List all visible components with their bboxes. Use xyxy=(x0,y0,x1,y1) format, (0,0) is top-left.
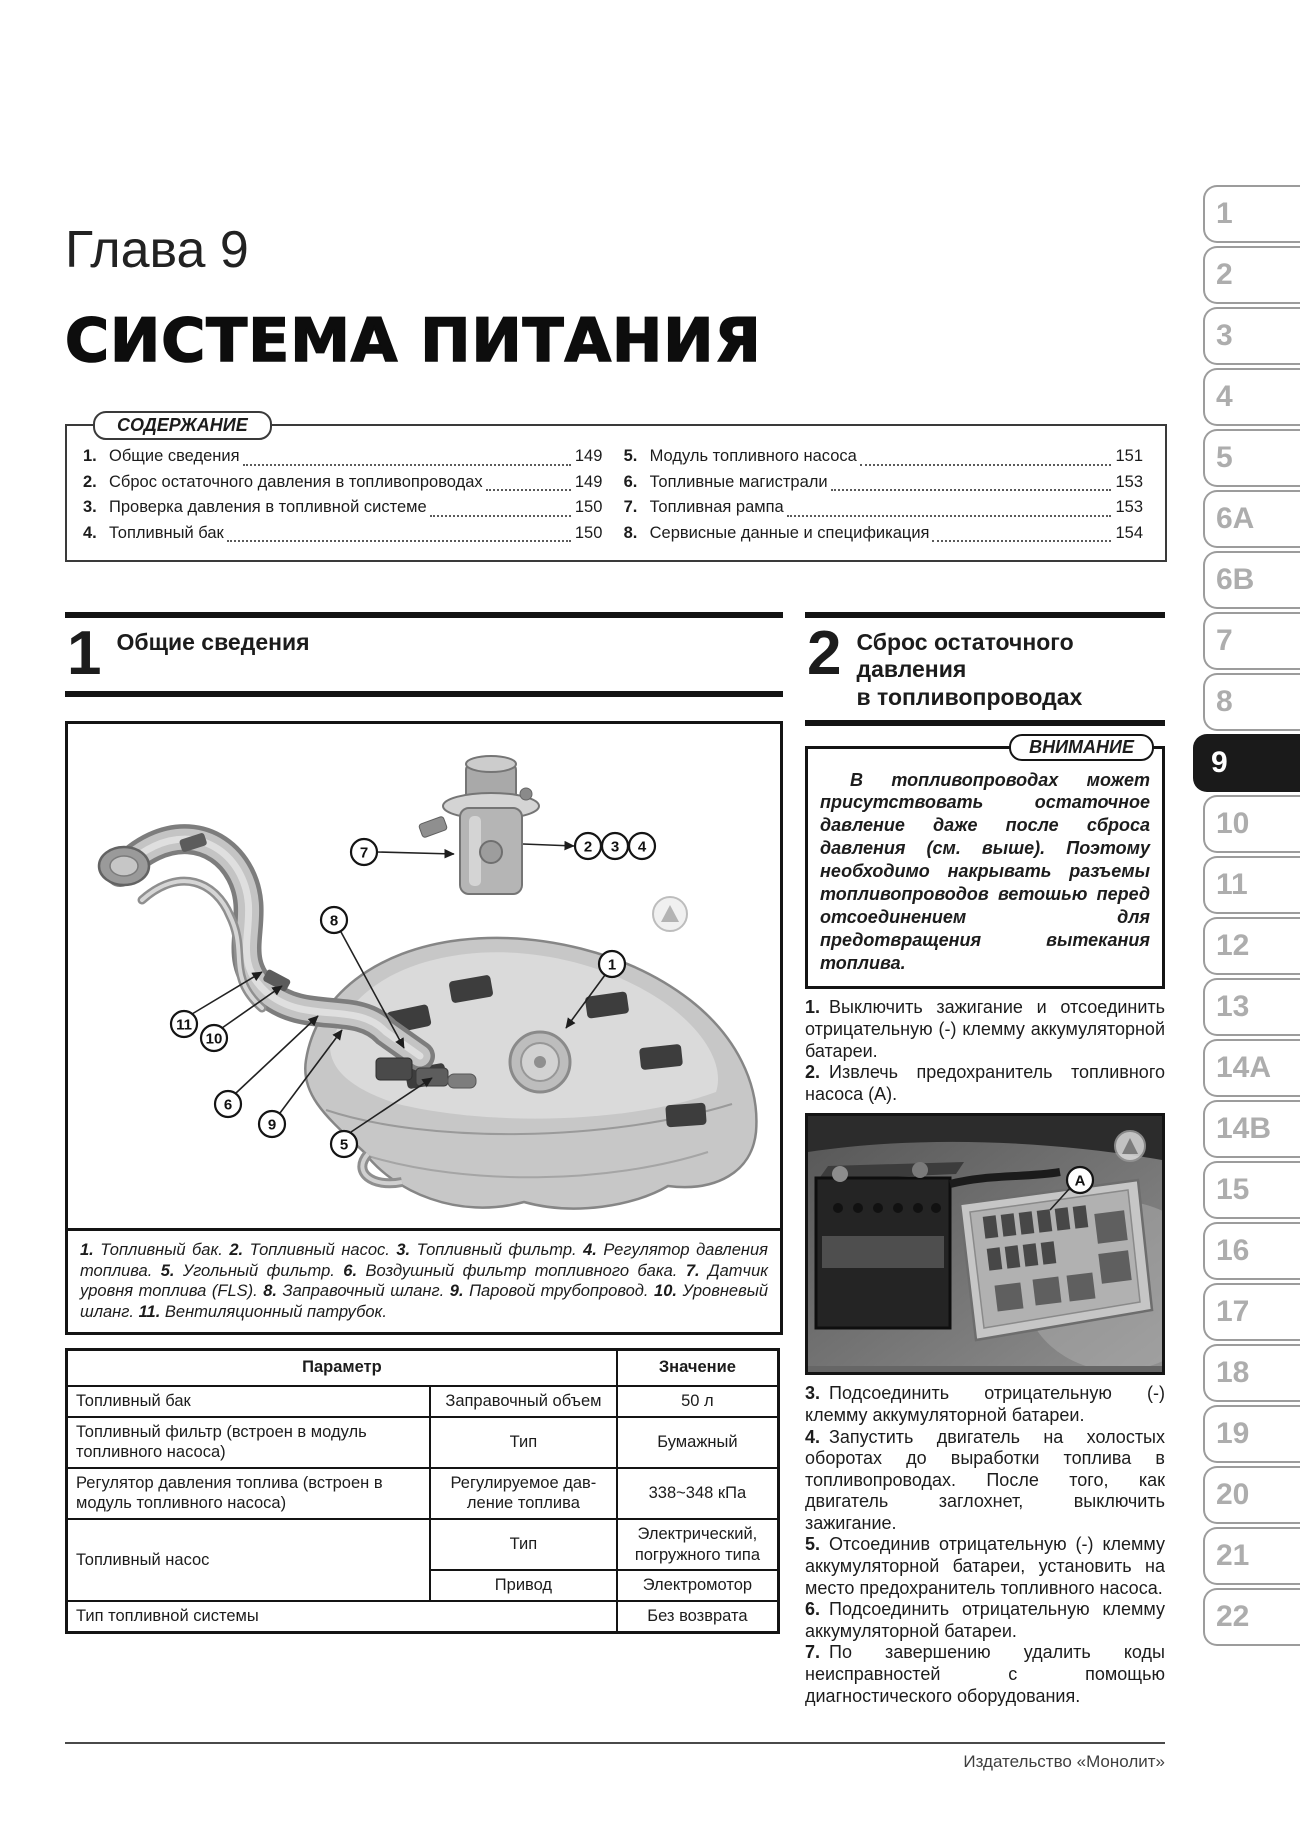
step-number: 3. xyxy=(805,1383,821,1404)
chapter-tab-label: 14B xyxy=(1216,1112,1272,1145)
toc-dot-leader xyxy=(227,540,571,542)
chapter-tab-label: 18 xyxy=(1216,1356,1250,1389)
procedure-step xyxy=(805,1642,1165,1707)
toc-entry-number: 4. xyxy=(83,523,97,542)
toc-entry-page: 150 xyxy=(574,523,603,542)
caption-item-number: 6. xyxy=(343,1261,358,1280)
toc-entry-page: 150 xyxy=(574,498,603,517)
step-text: Подсоединить отрицательную (-) клемму аккумуляторной батареи. xyxy=(805,1383,1165,1425)
spec-header-value: Значение xyxy=(617,1349,779,1386)
caption-item-number: 1. xyxy=(80,1240,94,1259)
toc-entry-number: 2. xyxy=(83,472,97,491)
toc-column-left xyxy=(83,444,602,546)
chapter-tab xyxy=(1203,551,1300,609)
chapter-tab xyxy=(1203,917,1300,975)
toc-entry-page: 153 xyxy=(1115,498,1143,517)
spec-table-header-row xyxy=(67,1349,779,1386)
section-2-number: 2 xyxy=(807,619,842,689)
chapter-tab xyxy=(1203,1039,1300,1097)
svg-text:8: 8 xyxy=(329,912,339,930)
chapter-tab xyxy=(1203,856,1300,914)
warning-text: В топливопроводах может присутствовать остаточное давление даже после сброса давления (см. выше). Поэтому необходимо накрывать разъемы топливопроводов ветошью перед отсоединением для предотвращения вытекания топлива. xyxy=(820,769,1150,973)
section-1-number: 1 xyxy=(67,619,102,689)
section-2-title-line: Сброс остаточного xyxy=(856,629,1074,656)
publisher-name: Издательство «Монолит» xyxy=(963,1752,1165,1771)
right-column xyxy=(805,612,1165,1707)
step-text: Отсоединив отрицательную (-) клемму аккумуляторной батареи, установить на место предохранитель топливного насоса. xyxy=(805,1534,1165,1598)
fuel-tank-art xyxy=(305,938,756,1209)
step-number: 4. xyxy=(805,1426,821,1447)
spec-value: Бумажный xyxy=(617,1417,779,1468)
chapter-tab xyxy=(1203,429,1300,487)
toc-entry-title: Топливный бак xyxy=(109,523,224,542)
chapter-tab xyxy=(1203,246,1300,304)
step-text: Извлечь предохранитель топливного насоса (А). xyxy=(805,1062,1165,1104)
procedure-step xyxy=(805,997,1165,1062)
svg-text:5: 5 xyxy=(339,1136,349,1154)
spec-param: Тип топливной системы xyxy=(67,1601,617,1632)
caption-item-number: 4. xyxy=(583,1240,597,1259)
toc-entry-title: Топливная рампа xyxy=(649,498,784,517)
toc-entry xyxy=(624,495,1143,521)
chapter-tab xyxy=(1203,307,1300,365)
svg-text:3: 3 xyxy=(610,838,620,856)
procedure-steps-bottom xyxy=(805,1383,1165,1707)
svg-text:11: 11 xyxy=(176,1016,192,1034)
spec-param: Топливный насос xyxy=(67,1519,431,1601)
toc-entry-number: 5. xyxy=(623,447,638,465)
toc-entry-title: Общие сведения xyxy=(109,447,240,465)
svg-text:1: 1 xyxy=(607,956,617,974)
toc-entry-page: 149 xyxy=(574,472,603,491)
chapter-tab-label: 14A xyxy=(1216,1051,1272,1084)
diagram-caption xyxy=(65,1228,783,1335)
table-row xyxy=(67,1519,779,1570)
caption-item-number: 10. xyxy=(654,1282,677,1301)
chapter-tab-strip xyxy=(1203,185,1300,1646)
svg-text:6: 6 xyxy=(223,1096,233,1114)
chapter-tab xyxy=(1203,1466,1300,1524)
caption-item-text: Воздушный фильтр топливного бака. xyxy=(365,1261,678,1280)
caption-item-text: Регулятор давления топлива. xyxy=(80,1240,768,1280)
chapter-tab-label: 16 xyxy=(1216,1234,1250,1267)
toc-entry xyxy=(83,521,602,547)
toc-entry xyxy=(83,444,602,470)
svg-text:7: 7 xyxy=(359,844,369,862)
svg-text:9: 9 xyxy=(267,1116,277,1134)
chapter-tab-label: 2 xyxy=(1216,258,1233,291)
chapter-tab xyxy=(1193,734,1300,792)
caption-item-number: 7. xyxy=(685,1261,700,1280)
spec-subparam: Тип xyxy=(430,1519,617,1570)
toc-entry-title: Модуль топливного насоса xyxy=(649,447,857,465)
spec-value: Электрический, погружного типа xyxy=(617,1519,779,1570)
toc-columns xyxy=(83,444,1143,546)
procedure-step xyxy=(805,1383,1165,1426)
caption-item-number: 3. xyxy=(396,1240,411,1259)
chapter-tab-label: 21 xyxy=(1216,1539,1250,1572)
left-column xyxy=(65,612,783,1633)
toc-entry-title: Топливные магистрали xyxy=(649,472,828,491)
svg-text:4: 4 xyxy=(637,838,647,856)
spec-value: Без возврата xyxy=(617,1601,779,1632)
chapter-tab xyxy=(1203,368,1300,426)
toc-entry xyxy=(624,470,1143,496)
spec-param: Топливный бак xyxy=(67,1386,431,1417)
caption-item-text: Паровой трубопровод. xyxy=(469,1282,649,1301)
toc-heading: СОДЕРЖАНИЕ xyxy=(93,411,272,440)
toc-entry-number: 8. xyxy=(623,523,638,542)
toc-entry-page: 154 xyxy=(1115,523,1143,542)
spec-table xyxy=(65,1348,780,1634)
chapter-tab-label: 13 xyxy=(1216,990,1250,1023)
toc-entry-title: Сервисные данные и спецификация xyxy=(649,523,930,542)
spec-param: Топливный фильтр (встроен в модуль топливного насоса) xyxy=(67,1417,431,1468)
fuse-box-photo xyxy=(805,1113,1165,1375)
chapter-tab-label: 1 xyxy=(1216,197,1233,230)
toc-entry-page: 149 xyxy=(574,447,603,465)
step-text: Подсоединить отрицательную клемму аккумуляторной батареи. xyxy=(805,1599,1165,1641)
chapter-tab-label: 6B xyxy=(1216,563,1255,596)
chapter-tab-label: 7 xyxy=(1216,624,1233,657)
toc-entry xyxy=(624,444,1143,470)
warning-label: ВНИМАНИЕ xyxy=(1009,734,1154,761)
chapter-tab-label: 11 xyxy=(1216,868,1248,901)
toc-dot-leader xyxy=(430,515,571,517)
caption-item-number: 5. xyxy=(160,1261,175,1280)
chapter-tab xyxy=(1203,612,1300,670)
spec-header-param: Параметр xyxy=(67,1349,617,1386)
toc-entry-page: 153 xyxy=(1115,472,1143,491)
spec-value: 338~348 кПа xyxy=(617,1468,779,1519)
chapter-tab-label: 3 xyxy=(1216,319,1233,352)
chapter-tab xyxy=(1203,1405,1300,1463)
toc-column-right xyxy=(624,444,1143,546)
table-of-contents xyxy=(65,415,1167,562)
chapter-tab-label: 20 xyxy=(1216,1478,1250,1511)
step-text: Выключить зажигание и отсоединить отрицательную (-) клемму аккумуляторной батареи. xyxy=(805,997,1165,1061)
warning-box xyxy=(805,736,1165,990)
caption-item-number: 2. xyxy=(229,1240,244,1259)
chapter-tab-label: 9 xyxy=(1211,746,1228,779)
caption-item-text: Вентиляционный патрубок. xyxy=(164,1303,387,1322)
section-2-title-line: в топливопроводах xyxy=(856,683,1083,710)
monolit-logo-watermark xyxy=(653,897,687,931)
procedure-step xyxy=(805,1062,1165,1105)
page-content xyxy=(65,0,1165,1707)
caption-item-text: Топливный бак. xyxy=(100,1240,223,1259)
step-number: 2. xyxy=(805,1062,821,1083)
caption-item-text: Топливный насос. xyxy=(249,1240,390,1259)
fuel-pump-module-art xyxy=(418,756,539,894)
step-number: 7. xyxy=(805,1642,821,1663)
chapter-tab-label: 5 xyxy=(1216,441,1233,474)
svg-text:A: A xyxy=(1074,1172,1086,1190)
caption-item-number: 9. xyxy=(449,1282,464,1301)
toc-entry-number: 6. xyxy=(623,472,638,491)
step-text: По завершению удалить коды неисправностей с помощью диагностического оборудования. xyxy=(805,1642,1165,1706)
chapter-tab xyxy=(1203,1100,1300,1158)
toc-dot-leader xyxy=(860,464,1112,466)
chapter-tab-label: 6A xyxy=(1216,502,1255,535)
toc-entry-number: 1. xyxy=(83,447,97,465)
toc-dot-leader xyxy=(243,464,571,466)
table-row xyxy=(67,1386,779,1417)
chapter-tab xyxy=(1203,185,1300,243)
toc-dot-leader xyxy=(787,515,1112,517)
step-number: 6. xyxy=(805,1599,821,1620)
chapter-tab xyxy=(1203,490,1300,548)
step-text: Запустить двигатель на холостых оборотах до выработки топлива в топливопроводах. После того, как двигатель заглохнет, выключить зажигание. xyxy=(805,1426,1165,1533)
caption-item-text: Уровневый шланг. xyxy=(80,1282,769,1322)
chapter-tab-label: 22 xyxy=(1216,1600,1250,1633)
toc-dot-leader xyxy=(932,540,1111,542)
chapter-tab-label: 19 xyxy=(1216,1417,1250,1450)
table-row xyxy=(67,1468,779,1519)
monolit-logo-watermark xyxy=(1115,1131,1145,1161)
caption-item-number: 8. xyxy=(263,1282,278,1301)
toc-entry xyxy=(83,495,602,521)
section-2-title xyxy=(856,625,1082,710)
caption-item-number: 11. xyxy=(138,1303,161,1322)
spec-value: Электромотор xyxy=(617,1570,779,1601)
toc-entry-page: 151 xyxy=(1115,447,1143,465)
caption-item-text: Угольный фильтр. xyxy=(182,1261,335,1280)
caption-item-text: Датчик уровня топлива (FLS). xyxy=(80,1261,769,1301)
spec-subparam: Привод xyxy=(430,1570,617,1601)
section-1-header xyxy=(65,612,783,697)
toc-entry xyxy=(624,521,1143,547)
chapter-tab-label: 15 xyxy=(1216,1173,1250,1206)
fuel-system-diagram xyxy=(65,721,783,1231)
chapter-tab xyxy=(1203,1344,1300,1402)
chapter-tab xyxy=(1203,795,1300,853)
toc-dot-leader xyxy=(831,489,1112,491)
chapter-tab xyxy=(1203,1222,1300,1280)
chapter-tab xyxy=(1203,1283,1300,1341)
table-row xyxy=(67,1417,779,1468)
toc-entry xyxy=(83,470,602,496)
chapter-tab-label: 17 xyxy=(1216,1295,1250,1328)
spec-param: Регулятор давления топлива (встроен в модуль топливного насоса) xyxy=(67,1468,431,1519)
toc-entry-title: Проверка давления в топливной системе xyxy=(109,498,427,517)
chapter-tab-label: 12 xyxy=(1216,929,1250,962)
page-title: СИСТЕМА ПИТАНИЯ xyxy=(65,306,762,376)
chapter-tab xyxy=(1203,1588,1300,1646)
spec-subparam: Регулируемое дав- ление топлива xyxy=(430,1468,617,1519)
table-row xyxy=(67,1601,779,1632)
chapter-tab xyxy=(1203,978,1300,1036)
svg-text:2: 2 xyxy=(583,838,593,856)
toc-dot-leader xyxy=(486,489,571,491)
toc-entry-title: Сброс остаточного давления в топливопроводах xyxy=(109,472,483,491)
section-1-title: Общие сведения xyxy=(116,629,310,656)
spec-subparam: Заправочный объем xyxy=(430,1386,617,1417)
filler-pipe-art xyxy=(120,839,420,1056)
spec-value: 50 л xyxy=(617,1386,779,1417)
spec-subparam: Тип xyxy=(430,1417,617,1468)
page-footer xyxy=(65,1742,1165,1772)
procedure-step xyxy=(805,1534,1165,1599)
procedure-step xyxy=(805,1599,1165,1642)
procedure-steps-top xyxy=(805,997,1165,1105)
step-number: 1. xyxy=(805,997,821,1018)
chapter-label: Глава 9 xyxy=(65,221,249,279)
chapter-tab xyxy=(1203,673,1300,731)
procedure-step xyxy=(805,1427,1165,1535)
toc-entry-number: 3. xyxy=(83,498,97,517)
step-number: 5. xyxy=(805,1534,821,1555)
chapter-tab-label: 4 xyxy=(1216,380,1233,413)
section-2-header xyxy=(805,612,1165,725)
caption-item-text: Топливный фильтр. xyxy=(416,1240,577,1259)
section-2-title-line: давления xyxy=(856,656,967,683)
chapter-tab-label: 10 xyxy=(1216,807,1250,840)
svg-text:10: 10 xyxy=(205,1030,223,1048)
chapter-tab xyxy=(1203,1527,1300,1585)
toc-entry-number: 7. xyxy=(623,498,638,517)
caption-item-text: Заправочный шланг. xyxy=(282,1282,445,1301)
chapter-tab xyxy=(1203,1161,1300,1219)
chapter-tab-label: 8 xyxy=(1216,685,1233,718)
